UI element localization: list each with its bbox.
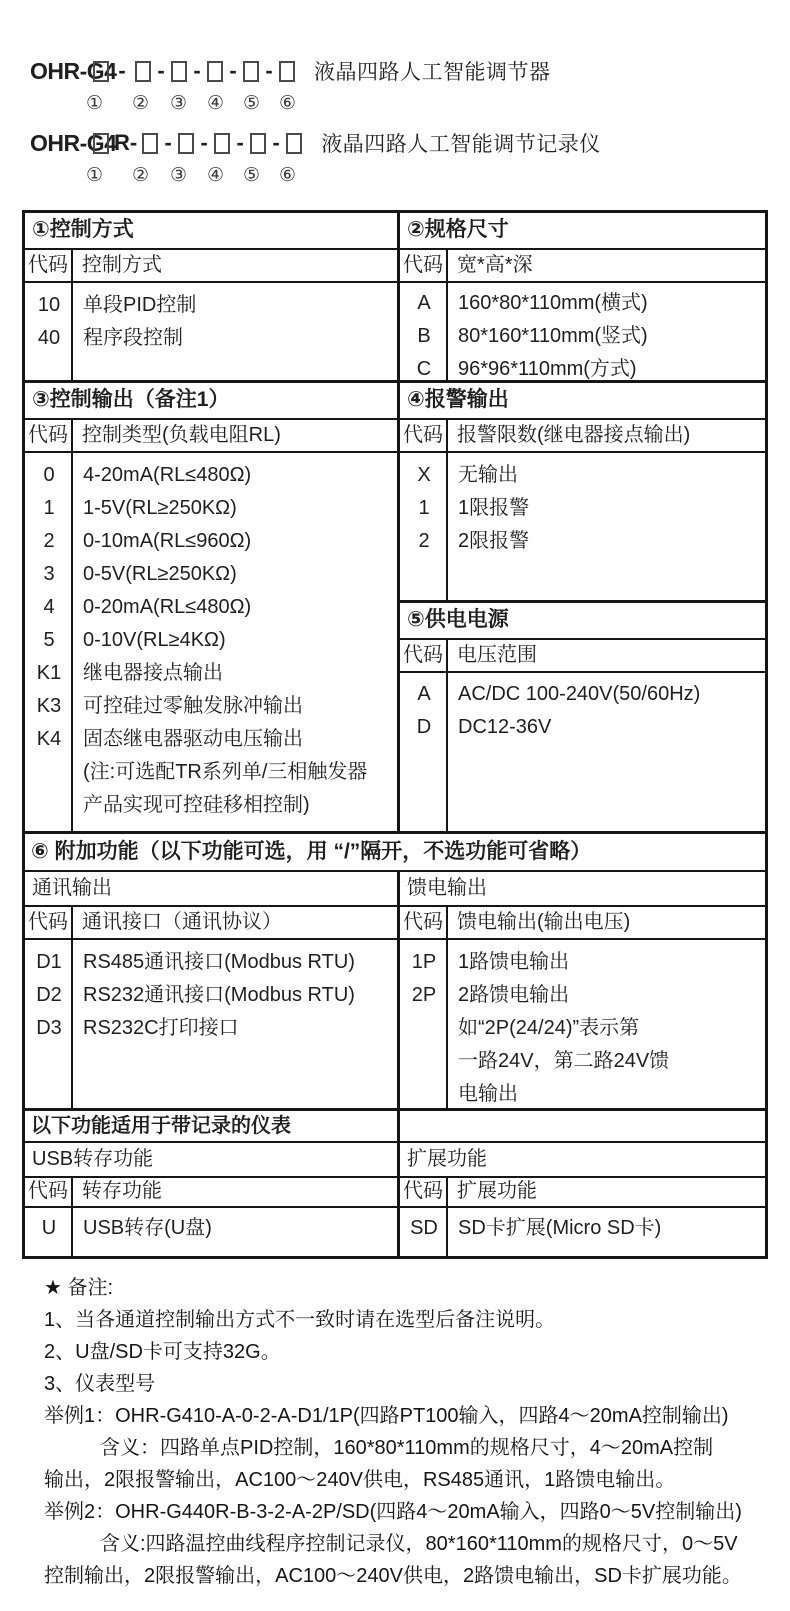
code-cell: 0 bbox=[43, 464, 55, 486]
position-digit: ④ bbox=[207, 93, 225, 114]
desc-cell: 160*80*110mm(横式) bbox=[458, 292, 648, 314]
code-header: 代码 bbox=[400, 420, 448, 451]
code-cell: 2 bbox=[418, 530, 430, 552]
table-row-note bbox=[400, 1045, 765, 1078]
position-digit: ② bbox=[132, 93, 150, 114]
column-header-row bbox=[25, 907, 397, 940]
model-code-box bbox=[286, 133, 302, 154]
model-code-box bbox=[243, 61, 259, 82]
note-example-1: 举例1：OHR-G410-A-0-2-A-D1/1P(四路PT100输入，四路4～20mA控制输出) bbox=[44, 1405, 729, 1427]
usb-sd-subtitle-row bbox=[25, 1143, 765, 1178]
sd-header-cell bbox=[400, 1178, 765, 1206]
section-rows-sd bbox=[400, 1208, 765, 1256]
table-row bbox=[25, 1012, 397, 1045]
code-cell: 3 bbox=[43, 563, 55, 585]
desc-header: 馈电输出(输出电压) bbox=[457, 911, 631, 933]
code-cell: 40 bbox=[37, 327, 61, 349]
note-line: 含义：四路单点PID控制，160*80*110mm的规格尺寸，4～20mA控制 bbox=[100, 1437, 714, 1459]
table-row bbox=[400, 525, 765, 558]
desc-cell: 如“2P(24/24)”表示第 bbox=[458, 1017, 640, 1039]
code-cell: C bbox=[416, 358, 432, 380]
model-code-box bbox=[279, 61, 295, 82]
position-digit: ⑤ bbox=[243, 165, 261, 186]
model-code-box bbox=[214, 133, 230, 154]
model-line-controller bbox=[30, 52, 778, 90]
comm-output-column bbox=[25, 872, 400, 1108]
model-number-diagrams bbox=[30, 52, 778, 196]
model-name-label: 液晶四路人工智能调节器 bbox=[314, 61, 551, 84]
desc-cell: 2路馈电输出 bbox=[458, 984, 570, 1006]
section-title-power-supply: ⑤供电电源 bbox=[400, 603, 765, 640]
position-digit: ③ bbox=[170, 165, 188, 186]
code-header: 代码 bbox=[25, 907, 73, 938]
code-cell: U bbox=[41, 1217, 57, 1239]
section-rows-control-mode bbox=[25, 283, 397, 383]
code-header: 代码 bbox=[25, 250, 73, 281]
desc-cell: 1限报警 bbox=[458, 497, 530, 519]
table-row-note bbox=[25, 756, 397, 789]
desc-header: 电压范围 bbox=[457, 644, 537, 666]
model-separator: - bbox=[265, 58, 273, 83]
section-rows-comm-output bbox=[25, 940, 397, 1108]
desc-cell: 0-20mA(RL≤480Ω) bbox=[83, 596, 252, 618]
note-line: 2、U盘/SD卡可支持32G。 bbox=[44, 1341, 281, 1363]
table-row-note bbox=[400, 1078, 765, 1111]
section-title-alarm-output: ④报警输出 bbox=[400, 383, 765, 420]
model-name-label: 液晶四路人工智能调节记录仪 bbox=[321, 133, 601, 156]
position-digit: ① bbox=[86, 165, 104, 186]
note-line: 3、仪表型号 bbox=[44, 1373, 156, 1395]
section-rows-dimensions bbox=[400, 283, 765, 383]
table-row bbox=[25, 624, 397, 657]
desc-cell: 产品实现可控硅移相控制) bbox=[83, 794, 310, 816]
desc-header: 宽*高*深 bbox=[457, 254, 533, 276]
table-row bbox=[400, 979, 765, 1012]
code-cell: SD bbox=[410, 1217, 438, 1239]
position-digits-row bbox=[30, 162, 778, 196]
code-cell: D2 bbox=[36, 984, 62, 1006]
code-cell: 2P bbox=[411, 984, 437, 1006]
table-row bbox=[25, 525, 397, 558]
column-header-row bbox=[400, 420, 765, 453]
model-separator: - bbox=[118, 58, 126, 83]
feed-output-column bbox=[400, 872, 765, 1108]
table-row bbox=[25, 690, 397, 723]
recorder-only-banner: 以下功能适用于带记录的仪表 bbox=[25, 1111, 400, 1141]
code-cell: K1 bbox=[36, 662, 62, 684]
notes-block bbox=[44, 1272, 774, 1592]
desc-cell: 1-5V(RL≥250KΩ) bbox=[83, 497, 237, 519]
desc-cell: 继电器接点输出 bbox=[83, 662, 223, 684]
table-row bbox=[400, 946, 765, 979]
desc-cell: 固态继电器驱动电压输出 bbox=[83, 728, 303, 750]
table-row bbox=[25, 657, 397, 690]
expansion-function-subtitle: 扩展功能 bbox=[407, 1148, 487, 1170]
table-row bbox=[400, 320, 765, 353]
model-separator: - bbox=[272, 130, 280, 155]
table-row bbox=[400, 353, 765, 386]
desc-cell: 可控硅过零触发脉冲输出 bbox=[83, 695, 303, 717]
section-6-columns bbox=[25, 872, 765, 1108]
position-digit: ③ bbox=[170, 93, 188, 114]
table-row bbox=[400, 492, 765, 525]
section-rows-alarm-output bbox=[400, 453, 765, 603]
desc-cell: 1路馈电输出 bbox=[458, 951, 570, 973]
desc-header: 报警限数(继电器接点输出) bbox=[457, 424, 691, 446]
code-cell: 1 bbox=[418, 497, 430, 519]
column-header-row bbox=[25, 420, 397, 453]
model-code-box bbox=[178, 133, 194, 154]
column-header-row bbox=[400, 907, 765, 940]
desc-cell: 电输出 bbox=[458, 1083, 518, 1105]
code-cell: 10 bbox=[37, 294, 61, 316]
desc-header: 转存功能 bbox=[82, 1180, 162, 1202]
table-row-note bbox=[400, 1012, 765, 1045]
section-title-control-output: ③控制输出（备注1） bbox=[25, 383, 397, 420]
code-header: 代码 bbox=[25, 1178, 73, 1206]
left-column bbox=[25, 213, 400, 831]
table-row bbox=[25, 1212, 397, 1245]
code-cell: D1 bbox=[36, 951, 62, 973]
model-separator: - bbox=[236, 130, 244, 155]
desc-header: 扩展功能 bbox=[457, 1180, 537, 1202]
desc-cell: DC12-36V bbox=[458, 716, 552, 738]
model-separator: - bbox=[200, 130, 208, 155]
usb-sd-data-row bbox=[25, 1208, 765, 1256]
code-cell bbox=[400, 1012, 448, 1045]
code-cell: X bbox=[417, 464, 431, 486]
code-cell bbox=[400, 1078, 448, 1111]
model-separator: - bbox=[157, 58, 165, 83]
code-cell: A bbox=[417, 683, 431, 705]
desc-cell: RS485通讯接口(Modbus RTU) bbox=[83, 951, 355, 973]
model-code-box bbox=[142, 133, 158, 154]
desc-cell: RS232C打印接口 bbox=[83, 1017, 239, 1039]
table-row bbox=[25, 979, 397, 1012]
table-row bbox=[400, 711, 765, 744]
table-row bbox=[25, 723, 397, 756]
selection-table bbox=[22, 210, 768, 1259]
table-row bbox=[400, 459, 765, 492]
desc-cell: RS232通讯接口(Modbus RTU) bbox=[83, 984, 355, 1006]
desc-cell: USB转存(U盘) bbox=[83, 1217, 212, 1239]
table-row-note bbox=[25, 789, 397, 822]
position-digit: ⑥ bbox=[279, 93, 297, 114]
model-code-box bbox=[135, 61, 151, 82]
note-example-2: 举例2：OHR-G440R-B-3-2-A-2P/SD(四路4～20mA输入，四路0～5V控制输出) bbox=[44, 1501, 742, 1523]
section-rows-feed-output bbox=[400, 940, 765, 1108]
column-header-row bbox=[25, 1178, 397, 1206]
position-digits-row bbox=[30, 90, 778, 124]
desc-header: 控制类型(负载电阻RL) bbox=[82, 424, 281, 446]
desc-cell: 80*160*110mm(竖式) bbox=[458, 325, 648, 347]
desc-cell: SD卡扩展(Micro SD卡) bbox=[458, 1217, 662, 1239]
code-cell bbox=[25, 789, 73, 822]
feed-output-subtitle: 馈电输出 bbox=[400, 872, 765, 907]
desc-cell: 0-10mA(RL≤960Ω) bbox=[83, 530, 252, 552]
table-row bbox=[25, 558, 397, 591]
code-header: 代码 bbox=[25, 420, 73, 451]
code-header: 代码 bbox=[400, 1178, 448, 1206]
note-line: 输出，2限报警输出，AC100～240V供电，RS485通讯，1路馈电输出。 bbox=[44, 1469, 676, 1491]
code-cell: 5 bbox=[43, 629, 55, 651]
column-header-row bbox=[400, 1178, 765, 1206]
desc-cell: 96*96*110mm(方式) bbox=[458, 358, 637, 380]
table-row bbox=[25, 289, 397, 322]
model-code-box bbox=[207, 61, 223, 82]
code-cell: D bbox=[416, 716, 432, 738]
model-prefix: OHR-G4 bbox=[30, 129, 117, 156]
desc-cell: AC/DC 100-240V(50/60Hz) bbox=[458, 683, 701, 705]
empty-cell bbox=[400, 1111, 765, 1141]
table-row bbox=[400, 1212, 765, 1245]
desc-cell: 一路24V，第二路24V馈 bbox=[458, 1050, 670, 1072]
code-cell: A bbox=[417, 292, 431, 314]
model-separator: - bbox=[164, 130, 172, 155]
code-cell: K4 bbox=[36, 728, 62, 750]
model-prefix: OHR-G4 bbox=[30, 57, 117, 84]
desc-cell: 4-20mA(RL≤480Ω) bbox=[83, 464, 252, 486]
model-code-box bbox=[250, 133, 266, 154]
table-row bbox=[25, 492, 397, 525]
code-header: 代码 bbox=[400, 640, 448, 671]
section-rows-power-supply bbox=[400, 673, 765, 831]
code-cell: D3 bbox=[36, 1017, 62, 1039]
position-digit: ⑤ bbox=[243, 93, 261, 114]
column-header-row bbox=[25, 250, 397, 283]
notes-title: ★ 备注: bbox=[44, 1277, 114, 1299]
section-rows-usb bbox=[25, 1208, 400, 1256]
desc-cell: 无输出 bbox=[458, 464, 518, 486]
column-header-row bbox=[400, 250, 765, 283]
table-row bbox=[400, 678, 765, 711]
position-digit: ① bbox=[86, 93, 104, 114]
table-row bbox=[25, 459, 397, 492]
section-title-dimensions: ②规格尺寸 bbox=[400, 213, 765, 250]
code-cell: B bbox=[417, 325, 431, 347]
code-cell bbox=[400, 1045, 448, 1078]
right-column bbox=[400, 213, 765, 831]
code-header: 代码 bbox=[400, 250, 448, 281]
desc-header: 通讯接口（通讯协议） bbox=[82, 911, 282, 933]
table-row bbox=[25, 322, 397, 355]
desc-header: 控制方式 bbox=[82, 254, 162, 276]
code-cell: 2 bbox=[43, 530, 55, 552]
section-rows-control-output bbox=[25, 453, 397, 831]
model-separator: - bbox=[229, 58, 237, 83]
section-title-control-mode: ①控制方式 bbox=[25, 213, 397, 250]
table-row bbox=[25, 591, 397, 624]
table-upper-area bbox=[25, 213, 765, 834]
model-code-box bbox=[93, 61, 109, 82]
model-code-box bbox=[93, 133, 109, 154]
note-line: 控制输出，2限报警输出，AC100～240V供电，2路馈电输出，SD卡扩展功能。 bbox=[44, 1565, 742, 1587]
code-cell: 1P bbox=[411, 951, 437, 973]
code-cell: 4 bbox=[43, 596, 55, 618]
model-code-box bbox=[171, 61, 187, 82]
code-header: 代码 bbox=[400, 907, 448, 938]
comm-output-subtitle: 通讯输出 bbox=[25, 872, 397, 907]
usb-function-subtitle: USB转存功能 bbox=[25, 1143, 400, 1176]
model-line-recorder bbox=[30, 124, 778, 162]
code-cell: 1 bbox=[43, 497, 55, 519]
section-title-additional-functions: ⑥ 附加功能（以下功能可选，用 “/”隔开，不选功能可省略） bbox=[25, 834, 765, 872]
note-line: 1、当各通道控制输出方式不一致时请在选型后备注说明。 bbox=[44, 1309, 556, 1331]
desc-cell: 0-5V(RL≥250KΩ) bbox=[83, 563, 237, 585]
desc-cell: 2限报警 bbox=[458, 530, 530, 552]
position-digit: ② bbox=[132, 165, 150, 186]
position-digit: ④ bbox=[207, 165, 225, 186]
code-cell: K3 bbox=[36, 695, 62, 717]
code-cell bbox=[25, 756, 73, 789]
desc-cell: (注:可选配TR系列单/三相触发器 bbox=[83, 761, 368, 783]
usb-sd-header-row bbox=[25, 1178, 765, 1208]
position-digit: ⑥ bbox=[279, 165, 297, 186]
usb-header-cell bbox=[25, 1178, 400, 1206]
desc-cell: 0-10V(RL≥4KΩ) bbox=[83, 629, 226, 651]
desc-cell: 程序段控制 bbox=[83, 327, 183, 349]
model-separator: R- bbox=[114, 130, 138, 155]
desc-cell: 单段PID控制 bbox=[83, 294, 197, 316]
table-row bbox=[400, 287, 765, 320]
note-line: 含义:四路温控曲线程序控制记录仪，80*160*110mm的规格尺寸，0～5V bbox=[100, 1533, 738, 1555]
model-separator: - bbox=[193, 58, 201, 83]
table-row bbox=[25, 946, 397, 979]
recorder-only-banner-row bbox=[25, 1108, 765, 1143]
column-header-row bbox=[400, 640, 765, 673]
